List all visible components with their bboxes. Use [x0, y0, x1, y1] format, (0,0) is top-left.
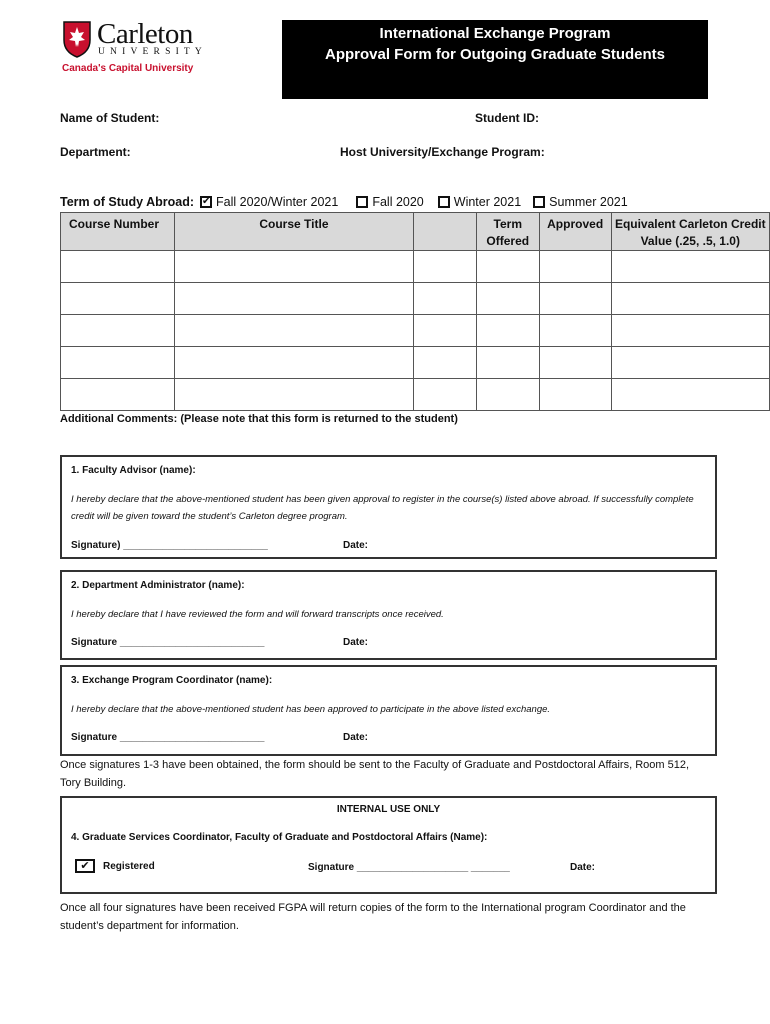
- course-cell[interactable]: [476, 379, 539, 411]
- course-cell[interactable]: [174, 379, 414, 411]
- graduate-coordinator-title: 4. Graduate Services Coordinator, Faculty of Graduate and Postdoctoral Affairs (Name):: [71, 832, 488, 843]
- logo-university: UNIVERSITY: [98, 47, 207, 57]
- col-course-number: Course Number: [61, 213, 175, 251]
- course-cell[interactable]: [414, 379, 477, 411]
- term-option-label: Winter 2021: [453, 195, 522, 209]
- course-cell[interactable]: [611, 379, 769, 411]
- exchange-coordinator-date[interactable]: Date:: [343, 732, 369, 743]
- course-cell[interactable]: [61, 251, 175, 283]
- course-cell[interactable]: [414, 283, 477, 315]
- course-cell[interactable]: [174, 283, 414, 315]
- footer-note: Once all four signatures have been received FGPA will return copies of the form to the International program Coordinator and the student’s department for information.: [60, 902, 686, 932]
- course-row: [61, 283, 770, 315]
- exchange-coordinator-title: 3. Exchange Program Coordinator (name):: [71, 675, 273, 686]
- host-university-label: Host University/Exchange Program:: [340, 145, 545, 159]
- col-course-title: Course Title: [174, 213, 414, 251]
- course-cell[interactable]: [476, 251, 539, 283]
- registered-option[interactable]: [75, 859, 155, 873]
- course-cell[interactable]: [61, 315, 175, 347]
- exchange-coordinator-signature[interactable]: Signature __________________________: [71, 732, 265, 743]
- faculty-advisor-declaration: I hereby declare that the above-mentioned student has been given approval to register in the course(s) listed above abroad. If successfully complete credit will be given toward the student’s Carleton degree program.: [71, 494, 694, 522]
- course-cell[interactable]: [539, 347, 611, 379]
- term-option-fall[interactable]: [350, 195, 423, 209]
- course-cell[interactable]: [61, 379, 175, 411]
- term-option-summer[interactable]: [533, 195, 628, 209]
- faculty-advisor-signature[interactable]: Signature) __________________________: [71, 540, 268, 551]
- faculty-advisor-title: 1. Faculty Advisor (name):: [71, 465, 196, 476]
- course-cell[interactable]: [476, 283, 539, 315]
- col-equivalent-credit: Equivalent Carleton Credit Value (.25, .5, 1.0): [611, 213, 769, 251]
- course-cell[interactable]: [539, 315, 611, 347]
- checkbox-icon[interactable]: [438, 196, 450, 208]
- department-admin-box: [60, 570, 717, 660]
- department-admin-date[interactable]: Date:: [343, 637, 369, 648]
- internal-use-box: [60, 796, 717, 894]
- courses-table: [60, 212, 770, 411]
- col-blank: [414, 213, 477, 251]
- course-cell[interactable]: [611, 283, 769, 315]
- department-label: Department:: [60, 145, 131, 159]
- course-cell[interactable]: [611, 251, 769, 283]
- student-id-label: Student ID:: [475, 111, 539, 125]
- col-approved: Approved: [539, 213, 611, 251]
- after-signatures-note: Once signatures 1-3 have been obtained, the form should be sent to the Faculty of Graduate and Postdoctoral Affairs, Room 512, Tory Building.: [60, 759, 690, 789]
- exchange-coordinator-box: [60, 665, 717, 756]
- form-title-banner: [282, 20, 708, 99]
- form-title-line1: International Exchange Program: [379, 25, 611, 42]
- checkbox-checked-icon[interactable]: ✔: [75, 859, 95, 873]
- exchange-coordinator-declaration: I hereby declare that the above-mentioned student has been approved to participate in the above listed exchange.: [71, 704, 551, 715]
- course-cell[interactable]: [414, 315, 477, 347]
- student-name-label: Name of Student:: [60, 111, 160, 125]
- course-cell[interactable]: [476, 315, 539, 347]
- term-option-label: Fall 2020: [372, 195, 424, 209]
- course-row: [61, 315, 770, 347]
- additional-comments-label: Additional Comments: (Please note that this form is returned to the student): [60, 413, 458, 425]
- course-cell[interactable]: [611, 315, 769, 347]
- course-cell[interactable]: [539, 251, 611, 283]
- col-term-offered: Term Offered: [476, 213, 539, 251]
- graduate-coordinator-signature[interactable]: Signature ____________________ _______: [308, 862, 510, 873]
- checkbox-checked-icon[interactable]: ✔: [202, 196, 211, 207]
- form-title-line2: Approval Form for Outgoing Graduate Students: [324, 46, 665, 63]
- term-option-fall-winter[interactable]: [194, 195, 338, 209]
- registered-label: Registered: [103, 860, 155, 872]
- course-cell[interactable]: [414, 251, 477, 283]
- course-cell[interactable]: [414, 347, 477, 379]
- graduate-coordinator-date[interactable]: Date:: [570, 862, 596, 873]
- course-cell[interactable]: [174, 251, 414, 283]
- term-option-winter[interactable]: [436, 195, 521, 209]
- course-cell[interactable]: [539, 379, 611, 411]
- department-admin-title: 2. Department Administrator (name):: [71, 580, 245, 591]
- department-admin-signature[interactable]: Signature __________________________: [71, 637, 265, 648]
- course-cell[interactable]: [611, 347, 769, 379]
- faculty-advisor-date[interactable]: Date:: [343, 540, 369, 551]
- course-cell[interactable]: [174, 315, 414, 347]
- logo-wordmark: Carleton: [97, 18, 193, 50]
- checkbox-icon[interactable]: [356, 196, 368, 208]
- logo-tagline: Canada's Capital University: [62, 63, 194, 74]
- course-row: [61, 251, 770, 283]
- term-option-label: Fall 2020/Winter 2021: [216, 195, 339, 209]
- internal-use-heading: INTERNAL USE ONLY: [336, 804, 441, 815]
- course-row: [61, 379, 770, 411]
- course-cell[interactable]: [539, 283, 611, 315]
- course-cell[interactable]: [61, 283, 175, 315]
- checkbox-icon[interactable]: [533, 196, 545, 208]
- term-option-label: Summer 2021: [549, 195, 628, 209]
- carleton-shield-logo: [62, 20, 92, 58]
- term-label: Term of Study Abroad:: [60, 195, 195, 209]
- course-cell[interactable]: [174, 347, 414, 379]
- department-admin-declaration: I hereby declare that I have reviewed the form and will forward transcripts once received.: [71, 609, 444, 620]
- course-row: [61, 347, 770, 379]
- faculty-advisor-box: [60, 455, 717, 559]
- course-cell[interactable]: [476, 347, 539, 379]
- course-cell[interactable]: [61, 347, 175, 379]
- term-of-study-row: [60, 195, 640, 209]
